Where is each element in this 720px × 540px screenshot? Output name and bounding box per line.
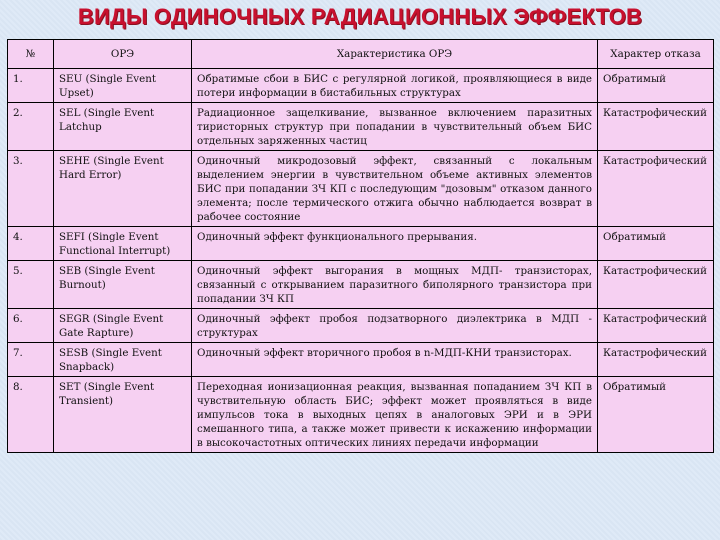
row-num: 3. [8, 151, 54, 227]
row-failure: Обратимый [598, 377, 714, 453]
row-ore: SEU (Single Event Upset) [54, 69, 192, 103]
row-failure: Катастрофический [598, 151, 714, 227]
table-header-row [8, 40, 714, 69]
row-failure: Катастрофический [598, 343, 714, 377]
row-desc: Одиночный эффект функционального прерывания. [192, 227, 598, 261]
row-ore: SEHE (Single Event Hard Error) [54, 151, 192, 227]
row-ore: SET (Single Event Transient) [54, 377, 192, 453]
row-ore: SESB (Single Event Snapback) [54, 343, 192, 377]
row-desc: Радиационное защелкивание, вызванное включением паразитных тиристорных структур при попадании в чувствительный объем БИС отдельных заряженных частиц [192, 103, 598, 151]
table-row [8, 69, 714, 103]
row-ore: SEB (Single Event Burnout) [54, 261, 192, 309]
row-failure: Катастрофический [598, 261, 714, 309]
table-row [8, 261, 714, 309]
table-row [8, 103, 714, 151]
row-num: 6. [8, 309, 54, 343]
row-desc: Одиночный микродозовый эффект, связанный с локальным выделением энергии в чувствительном объеме активных элементов БИС при попадании ЗЧ КП с последующим "дозовым" отказом данного элемента; после термического отжига обычно наблюдается возврат в рабочее состояние [192, 151, 598, 227]
row-failure: Катастрофический [598, 103, 714, 151]
row-ore: SEGR (Single Event Gate Rapture) [54, 309, 192, 343]
header-failure: Характер отказа [598, 40, 714, 69]
row-ore: SEL (Single Event Latchup [54, 103, 192, 151]
effects-table [7, 39, 714, 453]
row-num: 1. [8, 69, 54, 103]
row-failure: Обратимый [598, 69, 714, 103]
row-ore: SEFI (Single Event Functional Interrupt) [54, 227, 192, 261]
table-row [8, 377, 714, 453]
row-desc: Переходная ионизационная реакция, вызванная попаданием ЗЧ КП в чувствительную область БИС; эффект может проявляться в виде импульсов тока в выходных цепях в аналоговых ЭРИ и в ЭРИ смешанного типа, а также может привести к искажению информации в высокочастотных оптических линиях передачи информации [192, 377, 598, 453]
row-desc: Одиночный эффект выгорания в мощных МДП- транзисторах, связанный с открыванием паразитного биполярного транзистора при попадании ЗЧ КП [192, 261, 598, 309]
row-num: 5. [8, 261, 54, 309]
table-row [8, 343, 714, 377]
header-ore: ОРЭ [54, 40, 192, 69]
row-num: 4. [8, 227, 54, 261]
row-num: 2. [8, 103, 54, 151]
header-desc: Характеристика ОРЭ [192, 40, 598, 69]
row-desc: Обратимые сбои в БИС с регулярной логикой, проявляющиеся в виде потери информации в бистабильных структурах [192, 69, 598, 103]
table-row [8, 227, 714, 261]
table-row [8, 309, 714, 343]
row-num: 8. [8, 377, 54, 453]
row-failure: Катастрофический [598, 309, 714, 343]
row-desc: Одиночный эффект пробоя подзатворного диэлектрика в МДП - структурах [192, 309, 598, 343]
table-row [8, 151, 714, 227]
row-num: 7. [8, 343, 54, 377]
row-desc: Одиночный эффект вторичного пробоя в n-МДП-КНИ транзисторах. [192, 343, 598, 377]
row-failure: Обратимый [598, 227, 714, 261]
header-num: № [8, 40, 54, 69]
page-title: ВИДЫ ОДИНОЧНЫХ РАДИАЦИОННЫХ ЭФФЕКТОВ [77, 4, 643, 29]
